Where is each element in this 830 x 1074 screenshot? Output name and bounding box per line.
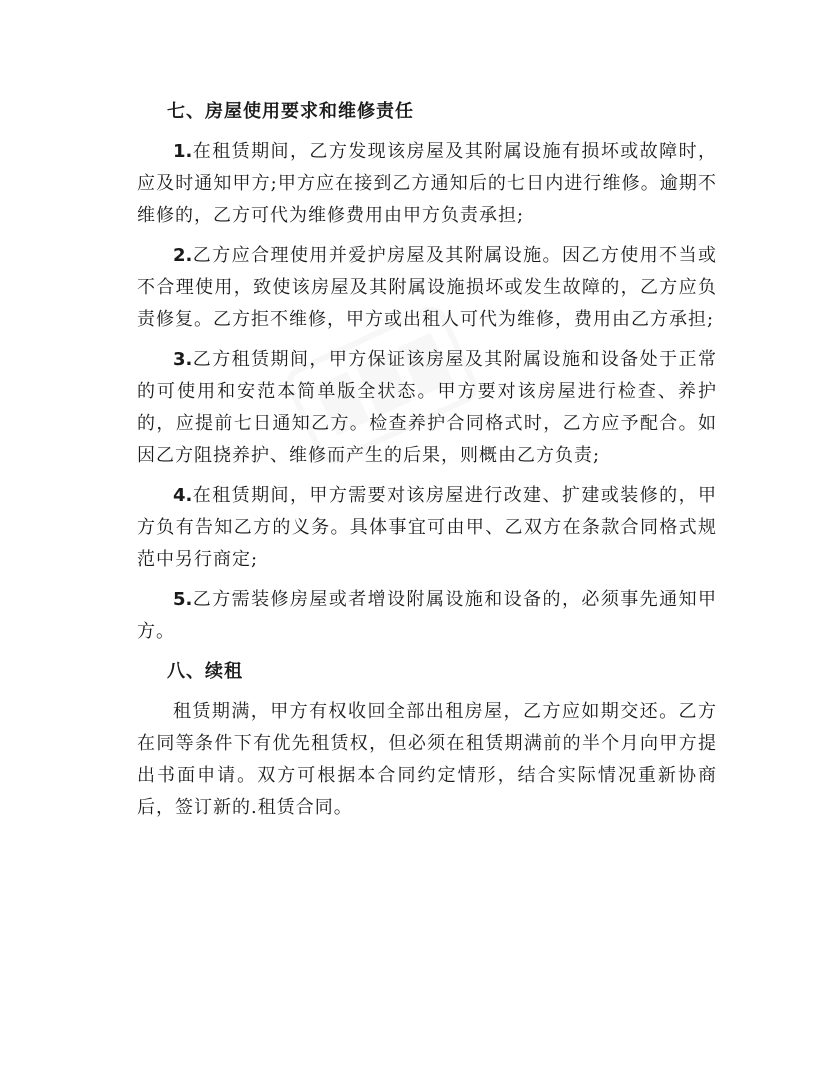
clause-text: 乙方应合理使用并爱护房屋及其附属设施。因乙方使用不当或不合理使用，致使该房屋及其附属设施损坏或发生故障的，乙方应负责修复。乙方拒不维修，甲方或出租人可代为维修，费用由乙方承担; (137, 245, 717, 330)
clause-number: 5. (173, 589, 193, 610)
clause-4 (137, 480, 717, 576)
clause-text: 在租赁期间，乙方发现该房屋及其附属设施有损坏或故障时，应及时通知甲方;甲方应在接到乙方通知后的七日内进行维修。逾期不维修的，乙方可代为维修费用由甲方负责承担; (137, 141, 717, 226)
section-7-heading: 七、房屋使用要求和维修责任 (167, 101, 414, 122)
clause-text: 在租赁期间，甲方需要对该房屋进行改建、扩建或装修的，甲方负有告知乙方的义务。具体事宜可由甲、乙双方在条款合同格式规范中另行商定; (137, 485, 717, 570)
renewal-paragraph: 租赁期满，甲方有权收回全部出租房屋，乙方应如期交还。乙方在同等条件下有优先租赁权，但必须在租赁期满前的半个月向甲方提出书面申请。双方可根据本合同约定情形，结合实际情况重新协商后，签订新的.租赁合同。 (137, 701, 717, 818)
clause-number: 4. (173, 485, 193, 506)
document-content (137, 96, 717, 832)
clause-1 (137, 136, 717, 232)
clause-number: 2. (173, 245, 193, 266)
clause-number: 1. (173, 141, 193, 162)
section-8-heading: 八、续租 (167, 661, 243, 682)
clause-text: 乙方需装修房屋或者增设附属设施和设备的，必须事先通知甲方。 (137, 589, 717, 642)
clause-text: 乙方租赁期间，甲方保证该房屋及其附属设施和设备处于正常的可使用和安范本简单版全状态。甲方要对该房屋进行检查、养护的，应提前七日通知乙方。检查养护合同格式时，乙方应予配合。如因乙方阻挠养护、维修而产生的后果，则概由乙方负责; (137, 349, 717, 466)
clause-number: 3. (173, 349, 193, 370)
clause-3 (137, 344, 717, 472)
clause-2 (137, 240, 717, 336)
clause-5 (137, 584, 717, 648)
